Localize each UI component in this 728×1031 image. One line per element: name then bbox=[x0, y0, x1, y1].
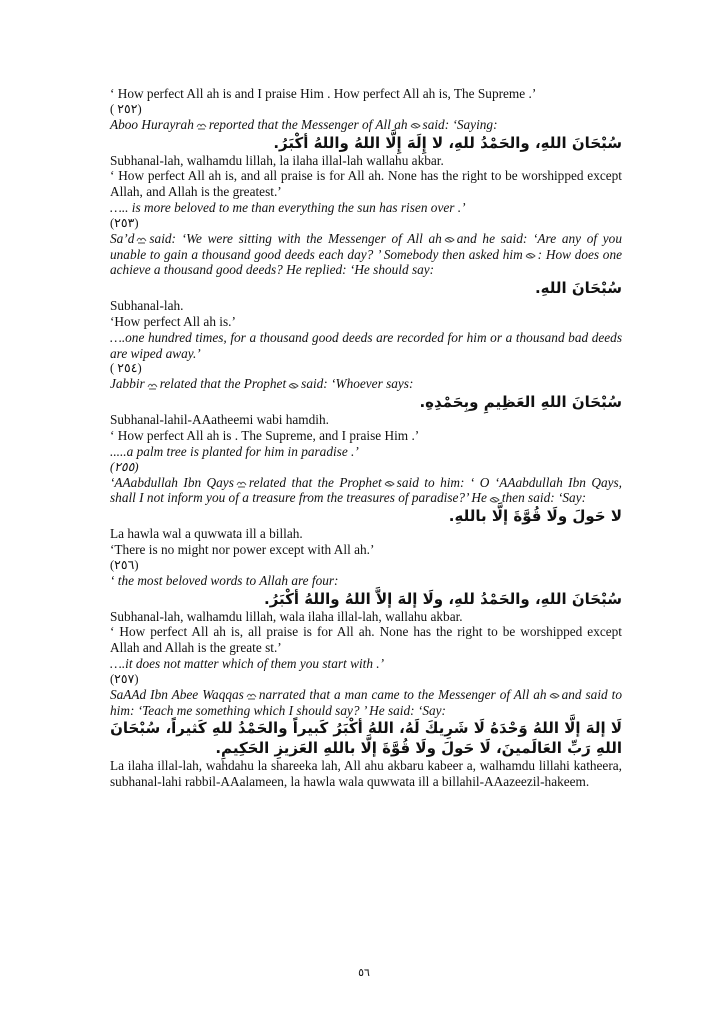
honorific-icon bbox=[147, 381, 158, 390]
honorific-icon bbox=[236, 479, 247, 488]
arabic-text: سُبْحَانَ اللهِ، والحَمْدُ للهِ، ولَا إلهَ إلاَّ اللهُ واللهُ أكْبَرُ. bbox=[264, 589, 622, 608]
translation-line: ‘ How perfect All ah is, and all praise is for All ah. None has the right to be worshipped except Allah, and Allah is the greatest.’ bbox=[110, 168, 622, 200]
page-number: ٥٦ bbox=[358, 966, 370, 979]
salutation-icon bbox=[525, 251, 536, 260]
translation-line: ‘ How perfect All ah is and I praise Him . How perfect All ah is, The Supreme .’ bbox=[110, 86, 537, 101]
hadith-number: (٢٥٧) bbox=[110, 671, 139, 686]
salutation-icon bbox=[384, 479, 395, 488]
transliteration-line: Subhanal-lah, walhamdu lillah, wala ilaha illal-lah, wallahu akbar. bbox=[110, 608, 463, 624]
hadith-number: (٢٥٥) bbox=[110, 459, 139, 474]
hadith-intro: SaAAd Ibn Abee Waqqas narrated that a man came to the Messenger of All ah and said to him: ‘Teach me something which I should say? ’ He said: ‘Say: bbox=[110, 686, 622, 718]
translation-line: ‘How perfect All ah is.’ bbox=[110, 313, 236, 329]
hadith-intro: Sa’d said: ‘We were sitting with the Messenger of All ah and he said: ‘Are any of you unable to gain a thousand good deeds each day? ’ Somebody then asked him : How does one achieve a thousand good deeds? He replied: ‘He should say: bbox=[110, 230, 622, 278]
arabic-text: لَا إلهَ إلَّا اللهُ وَحْدَهُ لَا شَرِيكَ لَهُ، اللهُ أكْبَرُ كَبيراً والحَمْدُ للهِ كَثيراً، سُبْحَانَ اللهِ رَبِّ العَالَمينَ، لَا حَولَ ولَا قُوَّةَ إلَّا باللهِ العَزيزِ الحَكِيمِ. bbox=[110, 719, 622, 758]
hadith-intro: Aboo Hurayrah reported that the Messenger of All ah said: ‘Saying: bbox=[110, 116, 498, 132]
salutation-icon bbox=[288, 381, 299, 390]
honorific-icon bbox=[196, 121, 207, 130]
transliteration-line: Subhanal-lahil-AAatheemi wabi hamdih. bbox=[110, 412, 329, 428]
transliteration-line: Subhanal-lah. bbox=[110, 298, 184, 314]
translation-line: ‘ How perfect All ah is, all praise is for All ah. None has the right to be worshipped except Allah and Allah is the greate st.’ bbox=[110, 624, 622, 656]
hadith-number: ( ٢٥٤) bbox=[110, 361, 142, 376]
transliteration-line: Subhanal-lah, walhamdu lillah, la ilaha illal-lah wallahu akbar. bbox=[110, 152, 444, 168]
translation-line: ‘There is no might nor power except with All ah.’ bbox=[110, 541, 375, 557]
arabic-text: سُبْحَانَ اللهِ. bbox=[534, 279, 622, 298]
hadith-intro: Jabbir related that the Prophet said: ‘Whoever says: bbox=[110, 376, 414, 392]
hadith-intro: ‘ the most beloved words to Allah are four: bbox=[110, 572, 339, 588]
hadith-number: ( ٢٥٢) bbox=[110, 101, 142, 116]
salutation-icon bbox=[489, 495, 500, 504]
transliteration-line: La hawla wal a quwwata ill a billah. bbox=[110, 526, 303, 542]
transliteration-line: La ilaha illal-lah, wahdahu la shareeka lah, All ahu akbaru kabeer a, walhamdu lillahi katheera, subhanal-lahi rabbil-AAalameen, la hawla wala quwwata ill a billahil-AAazeezil-hakeem. bbox=[110, 758, 622, 790]
salutation-icon bbox=[549, 691, 560, 700]
hadith-ending: .....a palm tree is planted for him in paradise .’ bbox=[110, 443, 359, 459]
hadith-intro: ‘AAabdullah Ibn Qays related that the Prophet said to him: ‘ O ‘AAabdullah Ibn Qays, shall I not inform you of a treasure from the treasures of paradise?’ He then said: ‘Say: bbox=[110, 474, 623, 506]
hadith-number: (٢٥٣) bbox=[110, 215, 139, 230]
arabic-text: سُبْحَانَ اللهِ العَظِيمِ وبِحَمْدِهِ. bbox=[419, 393, 622, 412]
arabic-text: سُبْحَانَ اللهِ، والحَمْدُ للهِ، لا إِلَهَ إِلَّا اللهُ واللهُ أكْبَرُ. bbox=[273, 133, 622, 152]
hadith-number: (٢٥٦) bbox=[110, 557, 139, 572]
salutation-icon bbox=[410, 121, 421, 130]
translation-line: ‘ How perfect All ah is . The Supreme, and I praise Him .’ bbox=[110, 427, 420, 443]
honorific-icon bbox=[246, 691, 257, 700]
arabic-text: لا حَولَ ولَا قُوَّةَ إلَّا باللهِ. bbox=[448, 507, 622, 526]
hadith-ending: ….it does not matter which of them you start with .’ bbox=[110, 655, 385, 671]
hadith-ending: ….one hundred times, for a thousand good deeds are recorded for him or a thousand bad deeds are wiped away.’ bbox=[110, 329, 622, 361]
hadith-ending: ….. is more beloved to me than everything the sun has risen over .’ bbox=[110, 199, 466, 215]
salutation-icon bbox=[444, 235, 455, 244]
honorific-icon bbox=[136, 235, 147, 244]
document-body bbox=[110, 86, 622, 790]
